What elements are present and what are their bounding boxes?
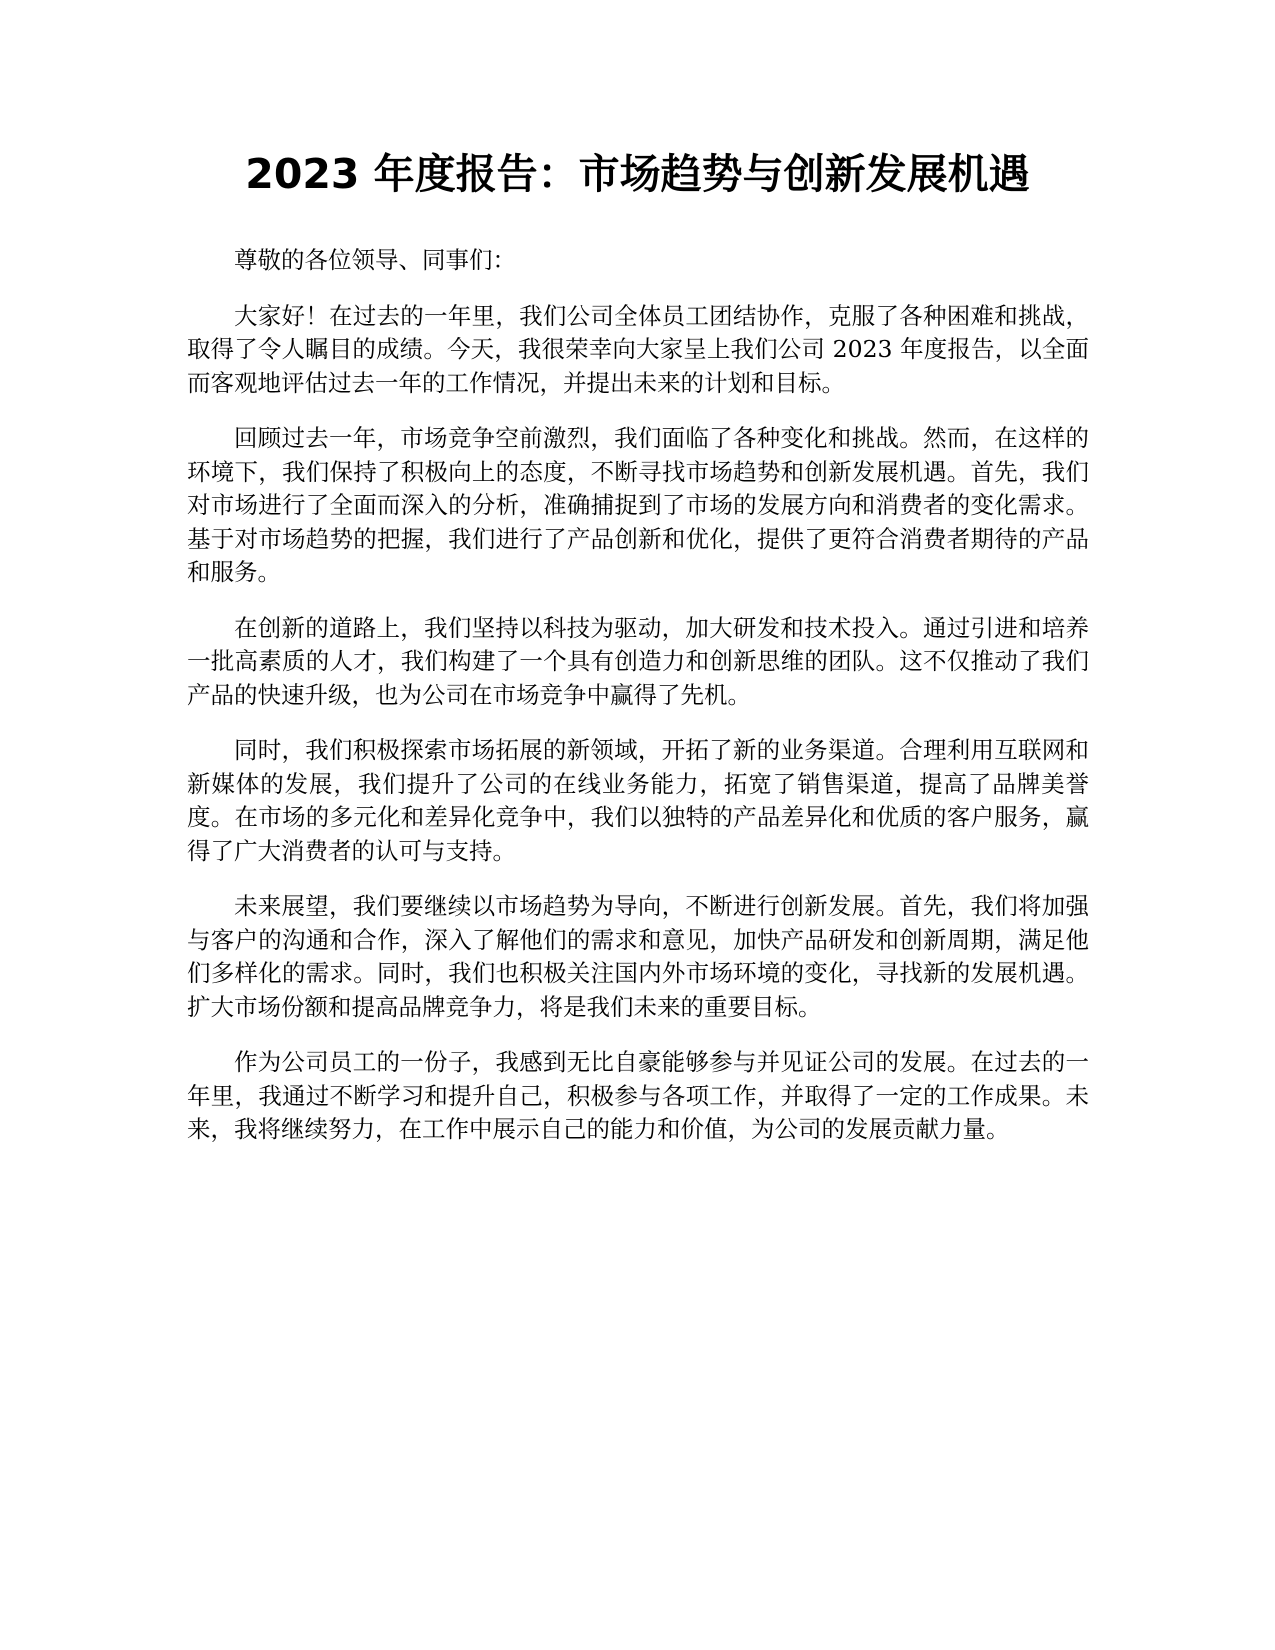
- paragraph-outlook: 未来展望，我们要继续以市场趋势为导向，不断进行创新发展。首先，我们将加强与客户的沟通和合作，深入了解他们的需求和意见，加快产品研发和创新周期，满足他们多样化的需求。同时，我们也积极关注国内外市场环境的变化，寻找新的发展机遇。扩大市场份额和提高品牌竞争力，将是我们未来的重要目标。: [187, 892, 1089, 1021]
- paragraph-market-expansion: 同时，我们积极探索市场拓展的新领域，开拓了新的业务渠道。合理利用互联网和新媒体的发展，我们提升了公司的在线业务能力，拓宽了销售渠道，提高了品牌美誉度。在市场的多元化和差异化竞争中，我们以独特的产品差异化和优质的客户服务，赢得了广大消费者的认可与支持。: [187, 736, 1089, 865]
- document-body: [187, 244, 1089, 1169]
- paragraph-personal: 作为公司员工的一份子，我感到无比自豪能够参与并见证公司的发展。在过去的一年里，我通过不断学习和提升自己，积极参与各项工作，并取得了一定的工作成果。未来，我将继续努力，在工作中展示自己的能力和价值，为公司的发展贡献力量。: [187, 1048, 1089, 1143]
- document-title: 2023 年度报告：市场趋势与创新发展机遇: [245, 150, 1030, 198]
- paragraph-greeting: 大家好！在过去的一年里，我们公司全体员工团结协作，克服了各种困难和挑战，取得了令人瞩目的成绩。今天，我很荣幸向大家呈上我们公司 2023 年度报告，以全面而客观地评估过去一年的工作情况，并提出未来的计划和目标。: [187, 301, 1089, 397]
- paragraph-innovation: 在创新的道路上，我们坚持以科技为驱动，加大研发和技术投入。通过引进和培养一批高素质的人才，我们构建了一个具有创造力和创新思维的团队。这不仅推动了我们产品的快速升级，也为公司在市场竞争中赢得了先机。: [187, 613, 1089, 709]
- paragraph-review: 回顾过去一年，市场竞争空前激烈，我们面临了各种变化和挑战。然而，在这样的环境下，我们保持了积极向上的态度，不断寻找市场趋势和创新发展机遇。首先，我们对市场进行了全面而深入的分析，准确捕捉到了市场的发展方向和消费者的变化需求。基于对市场趋势的把握，我们进行了产品创新和优化，提供了更符合消费者期待的产品和服务。: [187, 424, 1089, 586]
- salutation: 尊敬的各位领导、同事们：: [234, 246, 516, 274]
